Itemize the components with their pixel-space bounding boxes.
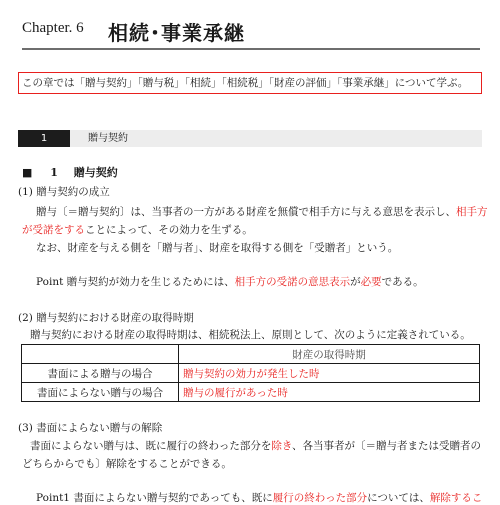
text-run: 書面によらない贈与は、既に履行の終わった部分を: [30, 440, 272, 452]
text-run: ことによって、その効力を生ずる。: [85, 224, 253, 236]
table-row: [22, 364, 480, 383]
table-cell-value: 贈与の履行があった時: [179, 383, 480, 402]
heading-number: 1: [50, 166, 58, 179]
text-run: 贈与〔＝贈与契約〕は、当事者の一方がある財産を無償で相手方に与える意思を表示し、: [36, 206, 456, 218]
paragraph-3-line-2: どちらからでも〕解除をすることができる。: [22, 458, 232, 470]
text-run-red: 必要: [360, 276, 382, 288]
table-cell-value: 贈与契約の効力が発生した時: [179, 364, 480, 383]
text-run: が: [350, 276, 361, 288]
text-run: Point1 書面によらない贈与契約であっても、既に: [36, 492, 273, 504]
table-cell-label: 書面による贈与の場合: [22, 364, 179, 383]
paragraph-1-line-1: [36, 204, 488, 219]
point-2: [36, 490, 482, 505]
intro-box: [18, 72, 482, 94]
section-number: 1: [18, 130, 70, 147]
table-row: [22, 383, 480, 402]
text-run-red: が受諾をする: [22, 224, 85, 236]
heading-title: 贈与契約: [73, 166, 118, 179]
paragraph-1-line-2: [22, 222, 253, 237]
chapter-label: Chapter. 6: [22, 20, 84, 36]
table-header-cell: [22, 345, 179, 364]
table-header-cell: 財産の取得時期: [179, 345, 480, 364]
text-run-red: 履行の終わった部分: [272, 492, 368, 504]
chapter-rule: [22, 48, 480, 50]
heading-marker: ■: [22, 166, 33, 179]
subheading-2: (2) 贈与契約における財産の取得時期: [18, 312, 194, 324]
point-1: [36, 274, 424, 289]
text-run-red: 解除するこ: [429, 492, 483, 504]
table-cell-label: 書面によらない贈与の場合: [22, 383, 179, 402]
intro-text: この章では「贈与契約」「贈与税」「相続」「相続税」「財産の評価」「事業承継」について学ぶ。: [22, 77, 469, 89]
text-run-red: 相手方: [456, 206, 488, 218]
subheading-1: (1) 贈与契約の成立: [18, 186, 110, 198]
text-run-red: 除き: [271, 440, 292, 452]
chapter-title: 相続･事業承継: [108, 21, 245, 45]
text-run: Point 贈与契約が効力を生じるためには、: [36, 276, 235, 288]
paragraph-3-line-1: [30, 438, 481, 453]
text-run: については、: [367, 492, 430, 504]
subheading-3: (3) 書面によらない贈与の解除: [18, 422, 163, 434]
heading-1: [22, 164, 118, 180]
text-run: 、各当事者が〔＝贈与者または受贈者の: [292, 440, 481, 452]
section-title: 贈与契約: [88, 133, 128, 144]
acquisition-time-table: [21, 344, 480, 402]
paragraph-1-line-3: なお、財産を与える側を「贈与者」、財産を取得する側を「受贈者」という。: [36, 242, 399, 254]
text-run-red: 相手方の受諾の意思表示: [234, 276, 351, 288]
text-run: である。: [381, 276, 424, 288]
paragraph-2-line-1: 贈与契約における財産の取得時期は、相続税法上、原則として、次のように定義されている。: [30, 329, 471, 341]
table-header-row: [22, 345, 480, 364]
section-band: [18, 130, 482, 147]
